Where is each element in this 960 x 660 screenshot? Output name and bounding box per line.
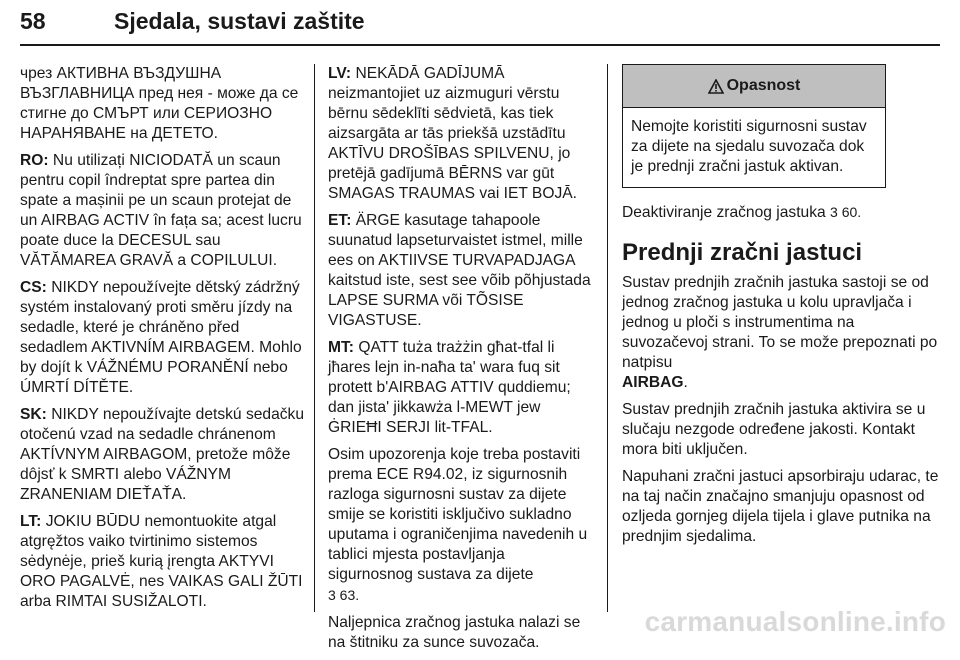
section-heading: Prednji zračni jastuci — [622, 239, 863, 266]
column-2 — [328, 64, 594, 660]
lang-label: LV: — [328, 65, 352, 82]
paragraph-cs: CS: NIKDY nepoužívejte dětský zádržný systém instalovaný proti směru jízdy na sedadle, které je chráněno před sedadlem AKTIVNÍM AIRBAGEM. Mohlo by dojít k VÁŽNÉMU PORANĚNÍ nebo ÚMRTÍ DÍTĚTE. — [20, 279, 302, 396]
airbag-label: AIRBAG — [622, 374, 684, 391]
watermark: carmanualsonline.info — [644, 606, 946, 637]
paragraph-front-airbag-3: Napuhani zračni jastuci apsorbiraju udarac, te na taj način značajno smanjuju opasnost od ozljeda gornjeg dijela tijela i glave putnika na prednjim sjedalima. — [622, 468, 939, 545]
column-divider — [607, 64, 608, 612]
deactivation-paragraph: Deaktiviranje zračnog jastuka 3 60. — [622, 204, 862, 221]
warning-title: Opasnost — [726, 77, 801, 94]
page-reference-link[interactable]: 3 60. — [830, 204, 862, 220]
warning-text: Nemojte koristiti sigurnosni sustav za dijete na sjedalu suvozača dok je prednji zračni jastuk aktivan. — [631, 118, 867, 175]
paragraph-ro: RO: Nu utilizați NICIODATĂ un scaun pentru copil îndreptat spre partea din spate a mașinii pe un scaun protejat de un AIRBAG ACTIV în fața sa; acest lucru poate duce la DECESUL sau VĂTĂMAREA GRAVĂ a COPILULUI. — [20, 152, 302, 269]
column-divider — [314, 64, 315, 612]
page-title: Sjedala, sustavi zaštite — [114, 8, 365, 34]
paragraph-lt: LT: JOKIU BŪDU nemontuokite atgal atgręžtos vaiko tvirtinimo sistemos sėdynėje, prieš kurią įrengta AKTYVI ORO PAGALVĖ, nes VAIKAS GALI ŽŪTI arba RIMTAI SUSIŽALOTI. — [20, 513, 303, 610]
page-header — [20, 2, 940, 46]
paragraph-et: ET: ÄRGE kasutage tahapoole suunatud lapseturvaistet istmel, mille ees on AKTIIVSE TURVAPADJAGA kaitstud iste, sest see võib põhjustada LAPSE SURMA või TÕSISE VIGASTUSE. — [328, 212, 591, 329]
lang-label: CS: — [20, 279, 47, 296]
lang-label: MT: — [328, 339, 354, 356]
paragraph-front-airbag-2: Sustav prednjih zračnih jastuka aktivira se u slučaju nezgode određene jakosti. Kontakt mora biti uključen. — [622, 401, 926, 458]
paragraph-mt: MT: QATT tuża trażżin għat-tfal li jħares lejn in-naħa ta' wara fuq sit protett b'AIRBAG ATTIV quddiemu; dan jista' jikkawża l-MEWT jew ĠRIEĦI SERJI lit-TFAL. — [328, 339, 571, 436]
page-reference-link[interactable]: 3 63. — [328, 587, 360, 603]
column-3 — [622, 64, 940, 554]
paragraph-front-airbag-1: Sustav prednjih zračnih jastuka sastoji se od jednog zračnog jastuka u kolu upravljača i jednog u ploči s instrumentima na suvozačevoj strani. To se može prepoznati po natpisu AIRBAG. — [622, 274, 938, 391]
paragraph-ece: Osim upozorenja koje treba postaviti prema ECE R94.02, iz sigurnosnih razloga sigurnosni sustav za dijete smije se koristiti isključivo sukladno uputama i ograničenjima navedenih u tablici mjesta postavljanja sigurnosnog sustava za dijete 3 63. — [328, 446, 588, 603]
lang-label: SK: — [20, 406, 47, 423]
lang-label: ET: — [328, 212, 352, 229]
warning-triangle-icon — [708, 79, 724, 94]
lang-label: LT: — [20, 513, 42, 530]
paragraph-sk: SK: NIKDY nepoužívajte detskú sedačku otočenú vzad na sedadle chránenom AKTÍVNYM AIRBAGOM, pretože môže dôjsť k SMRTI alebo VÁŽNYM ZRANENIAM DIEŤAŤA. — [20, 406, 305, 503]
paragraph-bg: чрез АКТИВНА ВЪЗДУШНА ВЪЗГЛАВНИЦА пред нея - може да се стигне до СМЪРТ или СЕРИОЗНО НАРАНЯВАНЕ на ДЕТЕТО. — [20, 65, 299, 142]
paragraph-sticker: Naljepnica zračnog jastuka nalazi se na štitniku za sunce suvozača. — [328, 614, 581, 651]
warning-box — [622, 64, 886, 188]
header-rule — [20, 44, 940, 46]
warning-header — [623, 65, 885, 108]
paragraph-lv: LV: NEKĀDĀ GADĪJUMĀ neizmantojiet uz aizmuguri vērstu bērnu sēdeklīti sēdvietā, kas tiek aizsargāta ar tās priekšā uzstādītu AKTĪVU DROŠĪBAS SPILVENU, jo pretējā gadījumā BĒRNS var gūt SMAGAS TRAUMAS vai IET BOJĀ. — [328, 65, 577, 202]
page-number: 58 — [20, 8, 46, 34]
lang-label: RO: — [20, 152, 49, 169]
column-1 — [20, 64, 305, 619]
